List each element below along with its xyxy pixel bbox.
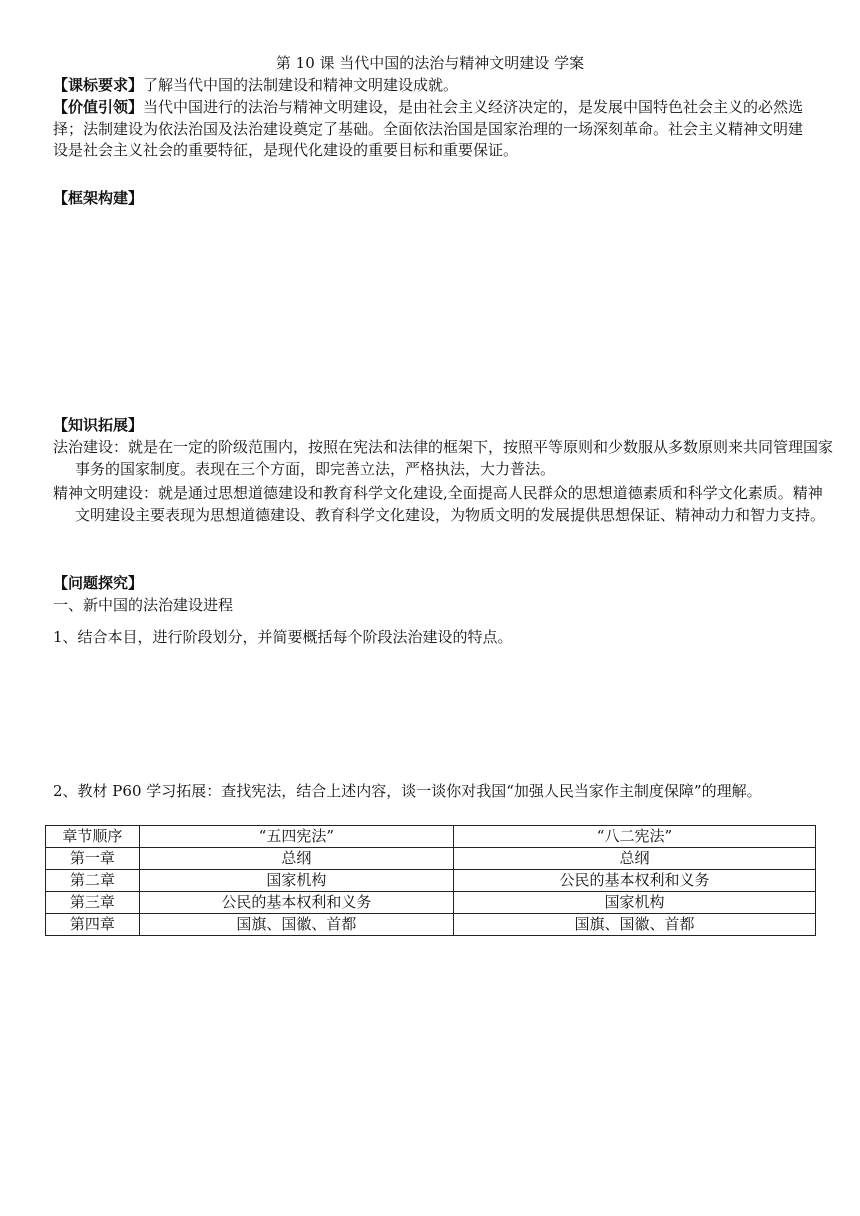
table-cell: 国家机构	[453, 892, 815, 914]
table-header-cell: “五四宪法”	[139, 826, 453, 848]
curriculum-text: 了解当代中国的法制建设和精神文明建设成就。	[143, 76, 459, 94]
table-cell: 第一章	[46, 848, 140, 870]
table-row	[46, 848, 816, 870]
curriculum-requirement	[53, 75, 813, 97]
question-1: 1、结合本目，进行阶段划分，并简要概括每个阶段法治建设的特点。	[53, 628, 513, 646]
constitution-comparison-table	[45, 825, 816, 936]
table-header-row	[46, 826, 816, 848]
value-guidance	[53, 97, 813, 162]
value-text: 当代中国进行的法治与精神文明建设，是由社会主义经济决定的，是发展中国特色社会主义的必然选择；法制建设为依法治国及法治建设奠定了基础。全面依法治国是国家治理的一场深刻革命。社会主义精神文明建设是社会主义社会的重要特征，是现代化建设的重要目标和重要保证。	[53, 98, 804, 159]
knowledge-heading: 【知识拓展】	[53, 416, 144, 434]
table-cell: 国家机构	[139, 870, 453, 892]
table-row	[46, 892, 816, 914]
table-cell: 第三章	[46, 892, 140, 914]
value-label: 【价值引领】	[53, 98, 144, 116]
table-cell: 第二章	[46, 870, 140, 892]
knowledge-item-rule-of-law: 法治建设：就是在一定的阶级范围内，按照在宪法和法律的框架下，按照平等原则和少数服从多数原则来共同管理国家事务的国家制度。表现在三个方面，即完善立法，严格执法，大力普法。	[53, 438, 834, 478]
table-cell: 总纲	[453, 848, 815, 870]
table-cell: 第四章	[46, 914, 140, 936]
table-cell: 国旗、国徽、首都	[139, 914, 453, 936]
curriculum-label: 【课标要求】	[53, 76, 144, 94]
table-row	[46, 914, 816, 936]
section-heading-1: 一、新中国的法治建设进程	[53, 596, 234, 614]
inquiry-heading: 【问题探究】	[53, 574, 144, 592]
table-cell: 公民的基本权利和义务	[453, 870, 815, 892]
framework-heading: 【框架构建】	[53, 189, 144, 207]
table-cell: 国旗、国徽、首都	[453, 914, 815, 936]
table-header-cell: 章节顺序	[46, 826, 140, 848]
question-2: 2、教材 P60 学习拓展：查找宪法，结合上述内容，谈一谈你对我国“加强人民当家作主制度保障”的理解。	[53, 782, 762, 800]
table-cell: 总纲	[139, 848, 453, 870]
table-cell: 公民的基本权利和义务	[139, 892, 453, 914]
table-row	[46, 870, 816, 892]
page-title: 第 10 课 当代中国的法治与精神文明建设 学案	[275, 54, 585, 72]
table-header-cell: “八二宪法”	[453, 826, 815, 848]
knowledge-item-spiritual-civilization: 精神文明建设：就是通过思想道德建设和教育科学文化建设,全面提高人民群众的思想道德素质和科学文化素质。精神文明建设主要表现为思想道德建设、教育科学文化建设，为物质文明的发展提供思想保证、精神动力和智力支持。	[53, 484, 826, 524]
